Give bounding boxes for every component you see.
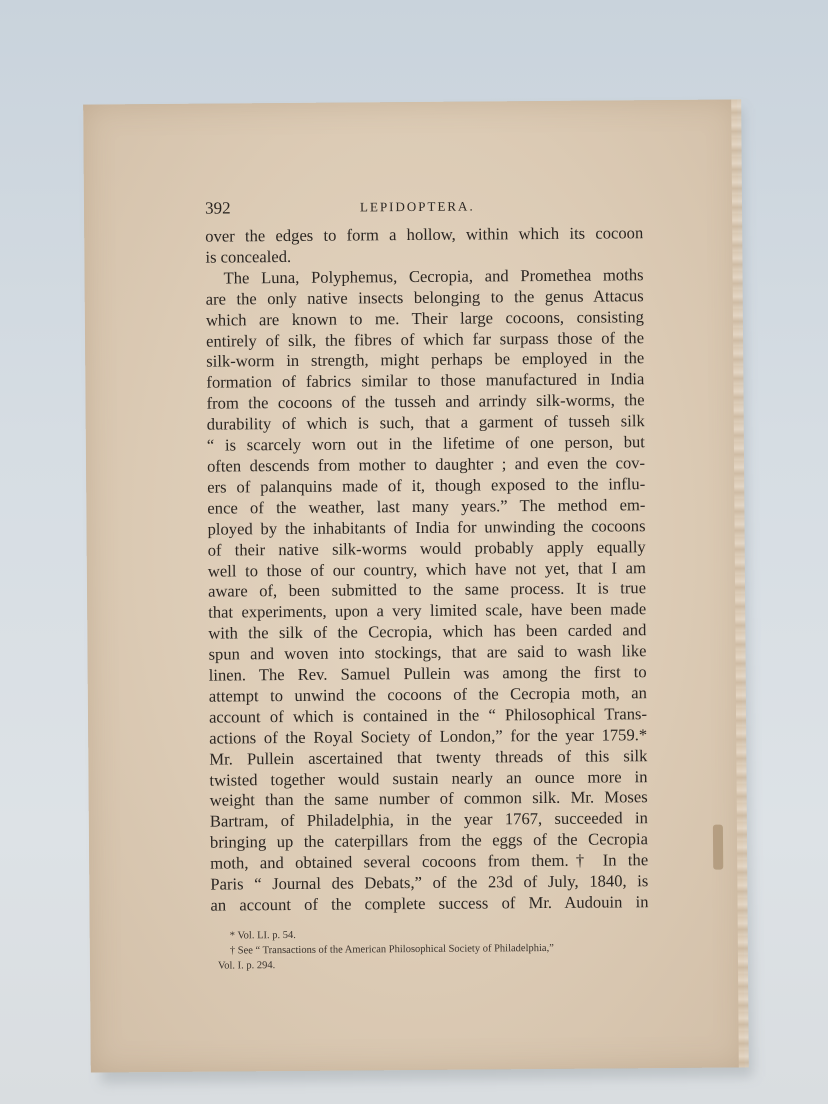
footnote: * Vol. LI. p. 54. [229,929,296,942]
text-line: which are known to me. Their large cocoons, consisting [205,306,644,330]
text-line: ence of the weather, last many years.” The method em- [207,494,646,518]
text-line: actions of the Royal Society of London,” for the year 1759.* [209,724,648,748]
text-line: well to those of our country, which have not yet, that I am [207,557,646,581]
text-line: twisted together would sustain nearly an ounce more in [209,766,648,790]
text-line: The Luna, Polyphemus, Cecropia, and Promethea moths [223,265,644,288]
text-line: entirely of silk, the fibres of which far surpass those of the [205,327,645,351]
body-text [205,223,648,916]
text-line: an account of the complete success of Mr. Audouin in [210,892,649,915]
book-page [83,99,745,1072]
text-line: aware of, been submitted to the same process. It is true [207,578,647,602]
footnotes [218,925,638,973]
text-line: with the silk of the Cecropia, which has been carded and [208,620,647,643]
page-header [205,195,625,220]
text-line: account of which is contained in the “ Philosophical Trans- [208,704,648,727]
text-line: are the only native insects belonging to the genus Attacus [205,285,644,309]
text-line: spun and woven into stockings, that are said to wash like [208,641,647,664]
text-line: of their native silk-worms would probably apply equally [207,536,646,560]
running-title: LEPIDOPTERA. [359,198,475,215]
page-stain [713,825,723,870]
text-line: over the edges to form a hollow, within which its cocoon [205,223,644,246]
text-line: Paris “ Journal des Debats,” of the 23d of July, 1840, is [210,871,649,894]
text-line: is concealed. [205,246,292,267]
text-line: from the cocoons of the tusseh and arrindy silk-worms, the [206,390,645,413]
footnote-continuation: Vol. I. p. 294. [217,960,276,972]
text-line: bringing up the caterpillars from the eggs of the Cecropia [209,829,649,852]
text-line: formation of fabrics similar to those manufactured in India [206,369,645,392]
text-line: durability of which is such, that a garment of tusseh silk [206,411,645,434]
text-line: attempt to unwind the cocoons of the Cecropia moth, an [208,683,647,706]
text-line: Bartram, of Philadelphia, in the year 1767, succeeded in [209,808,648,831]
text-line: Mr. Pullein ascertained that twenty threads of this silk [209,745,648,769]
text-line: often descends from mother to daughter ; and even the cov- [206,453,646,476]
text-line: moth, and obtained several cocoons from them.† In the [210,850,649,873]
text-line: silk-worm in strength, might perhaps be employed in the [206,348,645,372]
text-line: ers of palanquins made of it, though exposed to the influ- [207,474,646,497]
text-line: that experiments, upon a very limited scale, have been made [208,599,647,622]
text-line: ployed by the inhabitants of India for unwinding the cocoons [207,515,646,539]
text-line: “ is scarcely worn out in the lifetime of one person, but [206,432,645,455]
text-line: weight than the same number of common silk. Mr. Moses [209,787,648,811]
page-number: 392 [204,198,231,218]
footnote: † See “ Transactions of the American Philosophical Society of Philadelphia,” [229,942,554,957]
text-line: linen. The Rev. Samuel Pullein was among the first to [208,662,647,685]
